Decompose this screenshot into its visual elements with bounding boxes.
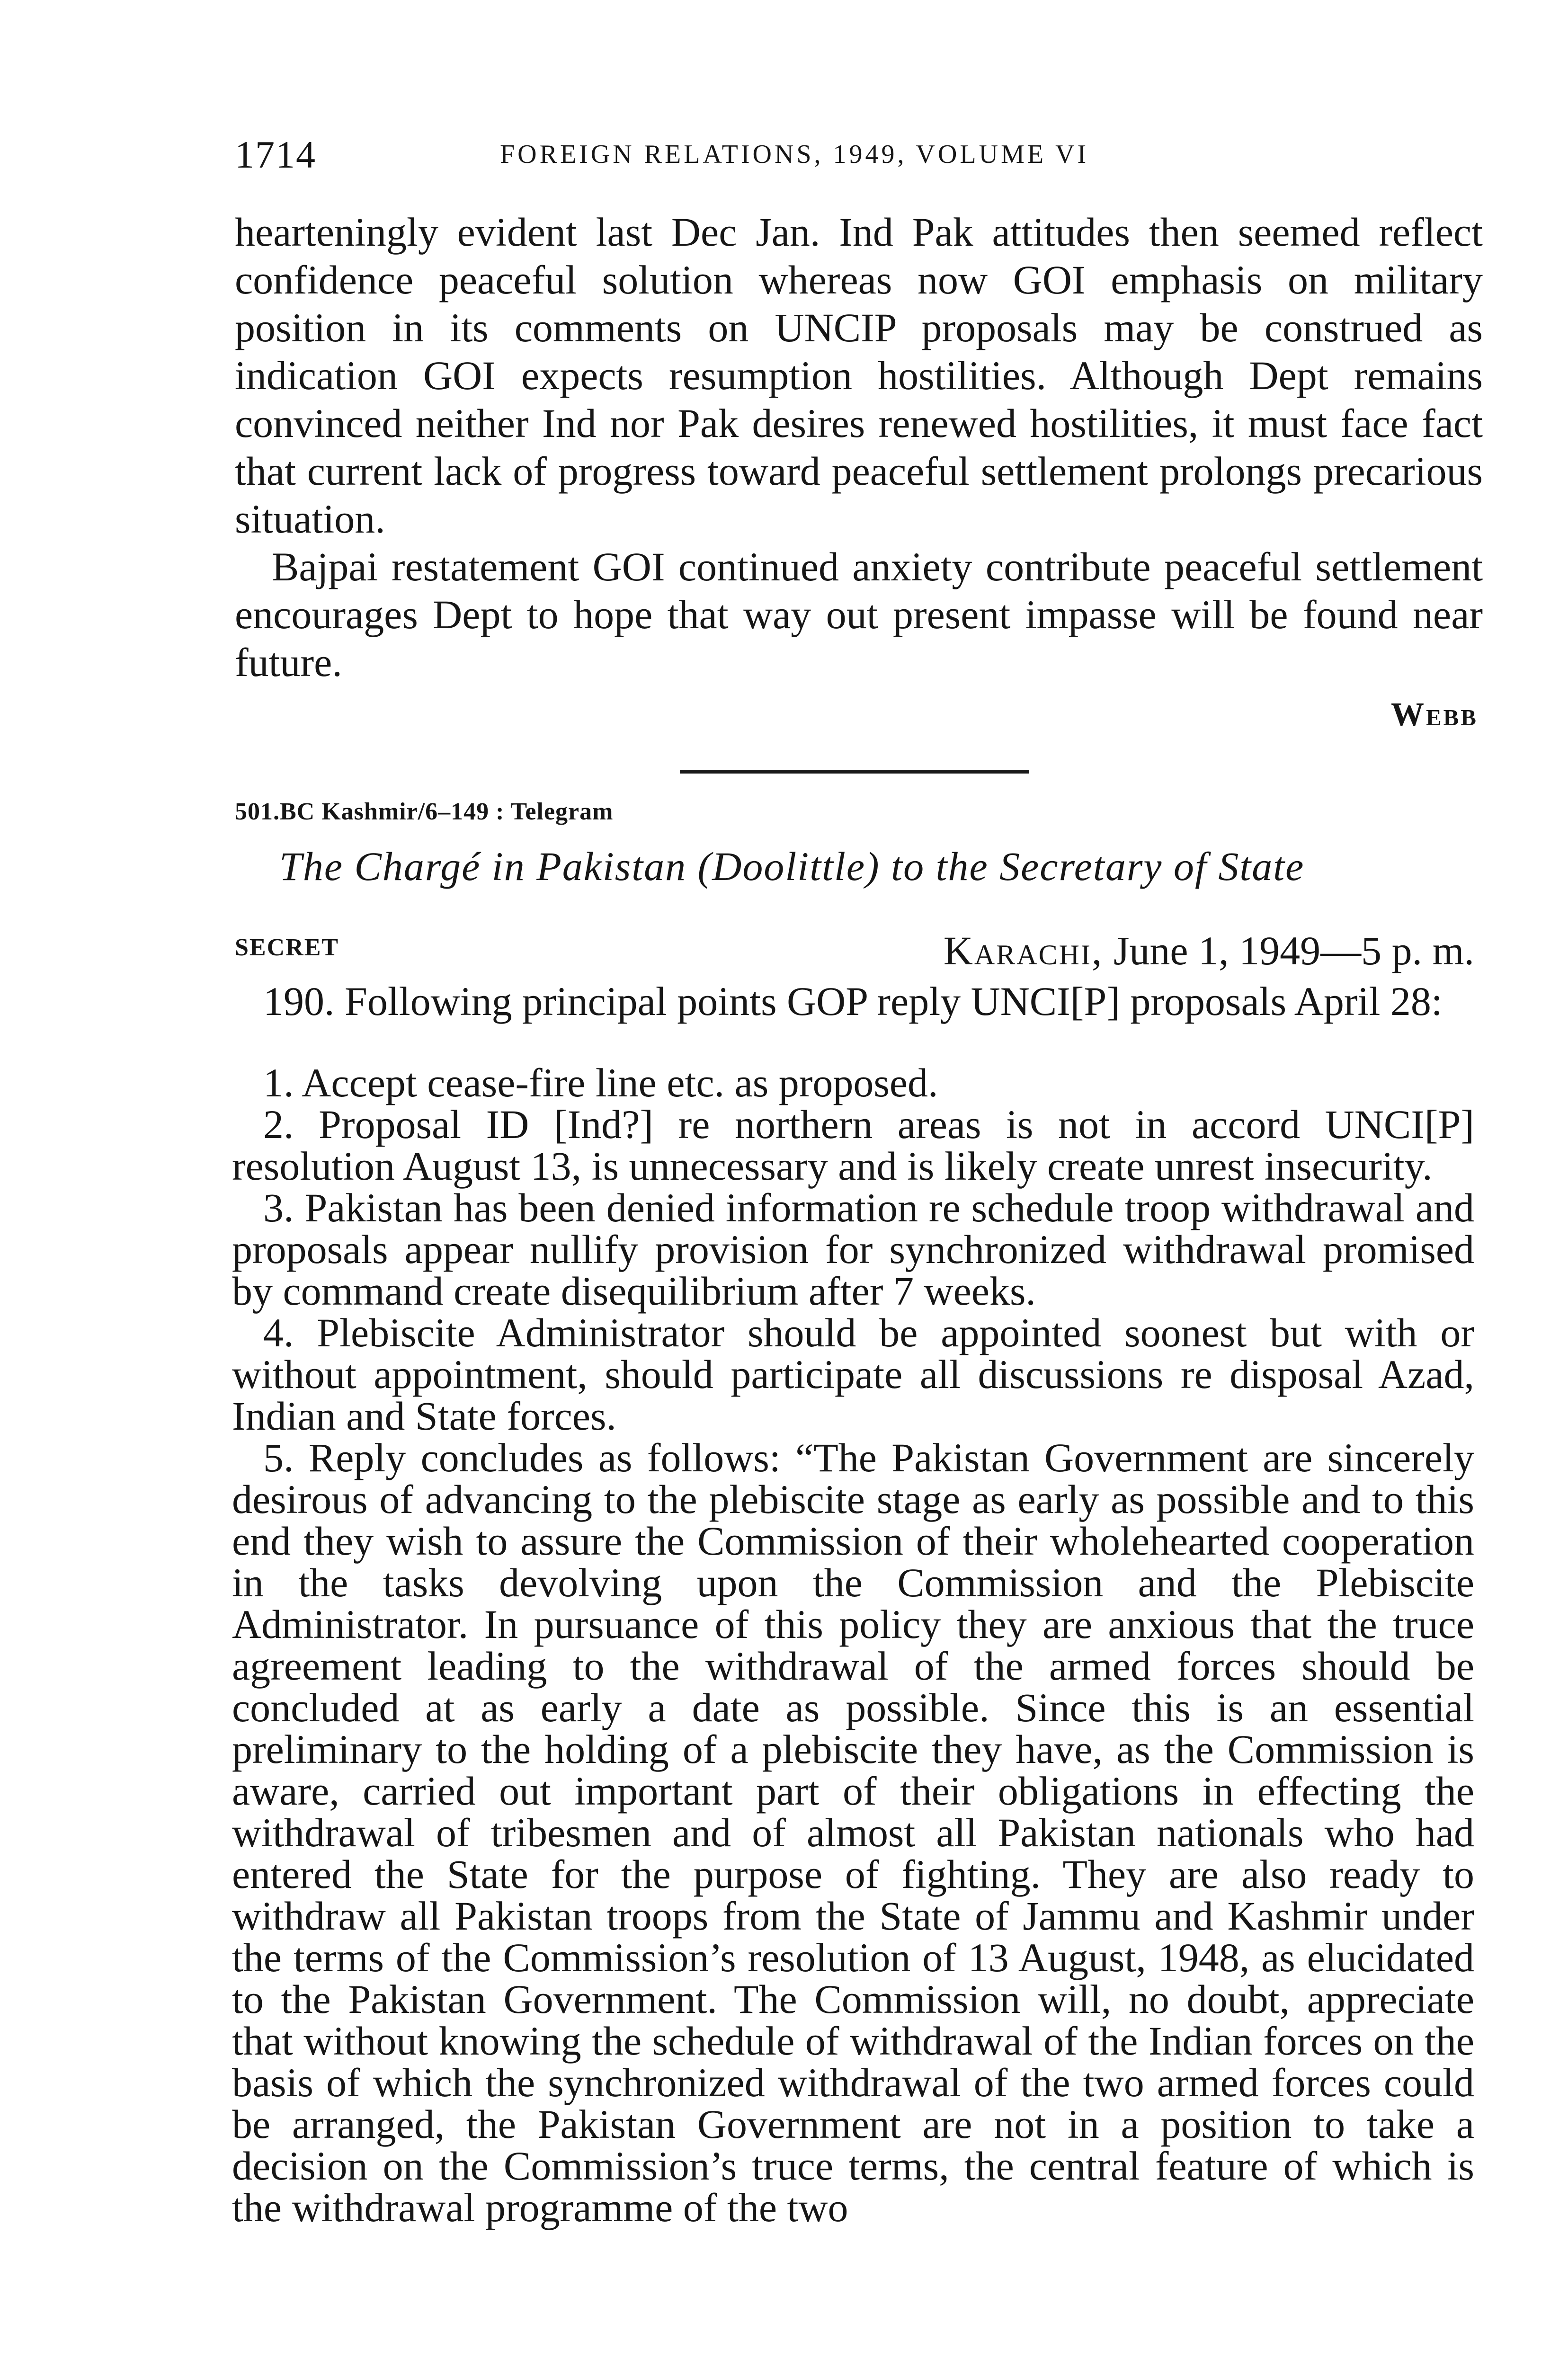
continued-telegram-text xyxy=(235,208,1483,686)
paragraph: Bajpai restatement GOI continued anxiety contribute peaceful settlement encourages Dept to hope that way out present impasse will be found near future. xyxy=(235,544,1483,685)
dateline xyxy=(944,927,1474,974)
telegram-lead: 190. Following principal points GOP reply UNCI[P] proposals April 28: xyxy=(263,979,1443,1024)
section-divider xyxy=(680,770,1029,774)
signature: Webb xyxy=(1390,696,1478,733)
list-item: 5. Reply concludes as follows: “The Pakistan Government are sincerely desirous of advancing to the plebiscite stage as early as possible and to this end they wish to assure the Commission of their wholehearted cooperation in the tasks devolving upon the Commission and the Plebiscite Administrator. In pursuance of this policy they are anxious that the truce agreement leading to the withdrawal of the armed forces should be concluded at as early a date as possible. Since this is an essential preliminary to the holding of a plebiscite they have, as the Commission is aware, carried out important part of their obligations in effecting the withdrawal of tribesmen and of almost all Pakistan nationals who had entered the State for the purpose of fighting. They are also ready to withdraw all Pakistan troops from the State of Jammu and Kashmir under the terms of the Commission’s resolution of 13 August, 1948, as elucidated to the Pakistan Government. The Commission will, no doubt, appreciate that without knowing the schedule of withdrawal of the Indian forces on the basis of which the synchronized withdrawal of the two armed forces could be arranged, the Pakistan Government are not in a position to take a decision on the Commission’s truce terms, the central feature of which is the withdrawal programme of the two xyxy=(232,1435,1474,2230)
dateline-date: June 1, 1949—5 p. m. xyxy=(1113,928,1474,973)
document-title: The Chargé in Pakistan (Doolittle) to the Secretary of State xyxy=(279,844,1305,889)
page-number: 1714 xyxy=(235,133,316,176)
list-item: 2. Proposal ID [Ind?] re northern areas is not in accord UNCI[P] resolution August 13, is unnecessary and is likely create unrest insecurity. xyxy=(232,1102,1474,1189)
telegram-body xyxy=(232,978,1474,2228)
page-header xyxy=(235,129,1473,181)
paragraph: hearteningly evident last Dec Jan. Ind Pak attitudes then seemed reflect confidence peaceful solution whereas now GOI emphasis on military position in its comments on UNCIP proposals may be construed as indication GOI expects resumption hostilities. Although Dept remains convinced neither Ind nor Pak desires renewed hostilities, it must face fact that current lack of progress toward peaceful settlement prolongs precarious situation. xyxy=(235,209,1483,542)
list-item: 3. Pakistan has been denied information re schedule troop withdrawal and proposals appear nullify provision for synchronized withdrawal promised by command create disequilibrium after 7 weeks. xyxy=(232,1185,1474,1314)
list-item: 4. Plebiscite Administrator should be appointed soonest but with or without appointment, should participate all discussions re disposal Azad, Indian and State forces. xyxy=(232,1310,1474,1439)
dateline-place: Karachi, xyxy=(943,928,1104,973)
list-item: 1. Accept cease-fire line etc. as proposed. xyxy=(263,1060,938,1105)
file-reference: 501.BC Kashmir/6–149 : Telegram xyxy=(235,798,614,825)
classification-label: SECRET xyxy=(235,934,339,961)
running-head: FOREIGN RELATIONS, 1949, VOLUME VI xyxy=(500,140,1089,169)
